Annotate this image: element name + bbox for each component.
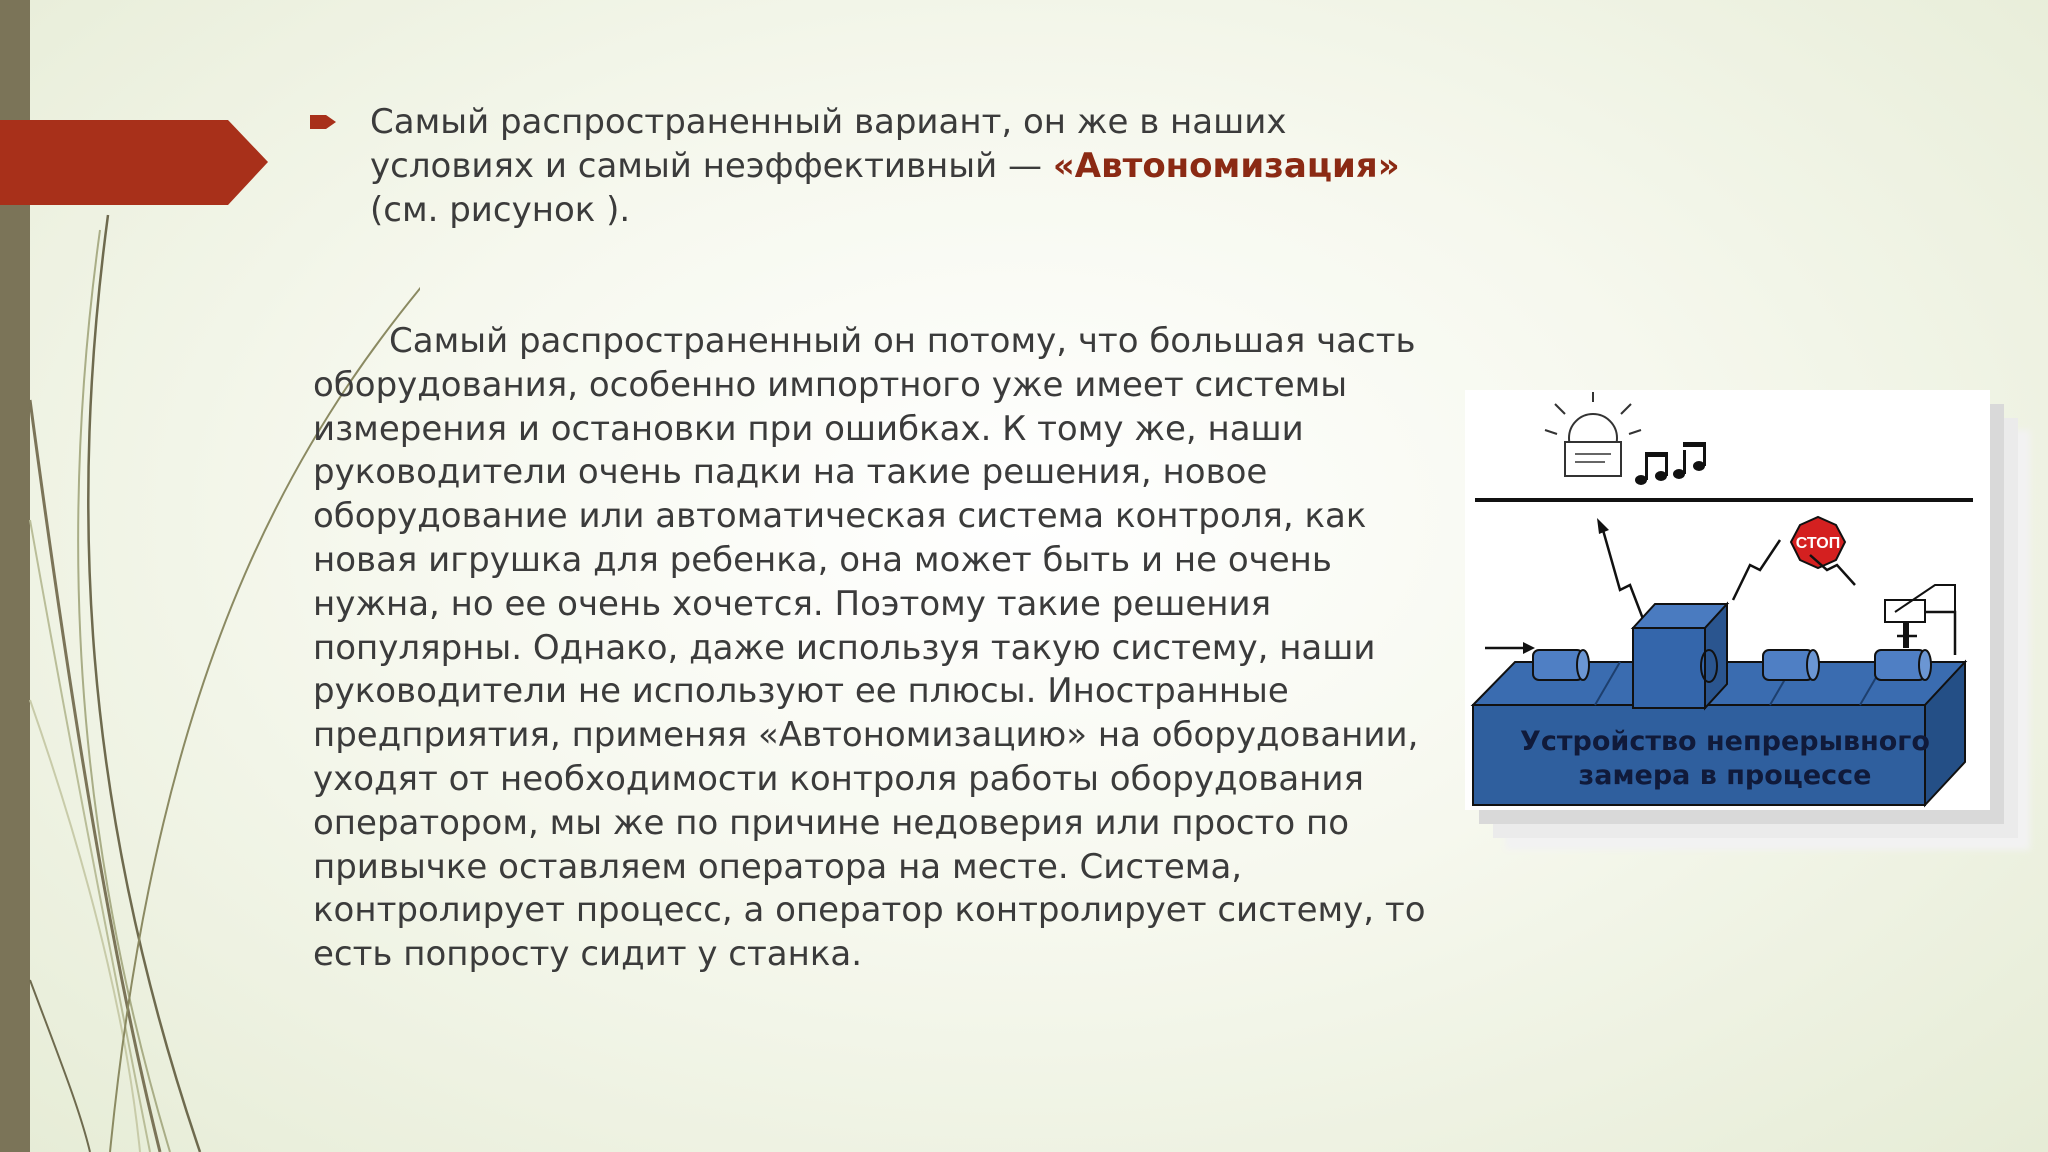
svg-text:СТОП: СТОП: [1795, 535, 1841, 552]
bullet-text-before: Самый распространенный вариант, он же в наших условиях и самый неэффективный —: [370, 102, 1287, 186]
autonomation-figure: [1465, 390, 1990, 810]
bullet-item: [310, 100, 1460, 232]
figure-caption: [1465, 725, 1985, 793]
bullet-accent-term: «Автономизация»: [1052, 146, 1400, 186]
sensor-arm-icon: [1885, 585, 1955, 655]
bullet-text: [370, 100, 1460, 232]
machine-block-icon: [1633, 604, 1727, 708]
signal-lamp-icon: [1545, 392, 1641, 476]
arrow-bullet-icon: [310, 112, 336, 132]
bullet-text-after: (см. рисунок ).: [370, 190, 631, 230]
title-accent-arrow: [0, 120, 270, 205]
caption-line-1: Устройство непрерывного: [1520, 726, 1930, 757]
stop-sign-icon: [1791, 517, 1845, 568]
body-paragraph: Самый распространенный он потому, что большая часть оборудования, особенно импортного уже имеет системы измерения и остановки при ошибках. К тому же, наши руководители очень падки на такие решения, новое оборудование или автоматическая система контроля, как новая игрушка для ребенка, она может быть и не очень нужна, но ее очень хочется. Поэтому такие решения популярны. Однако, даже используя такую систему, наши руководители не используют ее плюсы. Иностранные предприятия, применяя «Автономизацию» на оборудовании, уходят от необходимости контроля работы оборудования оператором, мы же по причине недоверия или просто по привычке оставляем оператора на месте. Система, контролирует процесс, а оператор контролирует систему, то есть попросту сидит у станка.: [313, 321, 1426, 975]
music-notes-icon: [1635, 442, 1706, 485]
caption-line-2: замера в процессе: [1578, 760, 1872, 791]
